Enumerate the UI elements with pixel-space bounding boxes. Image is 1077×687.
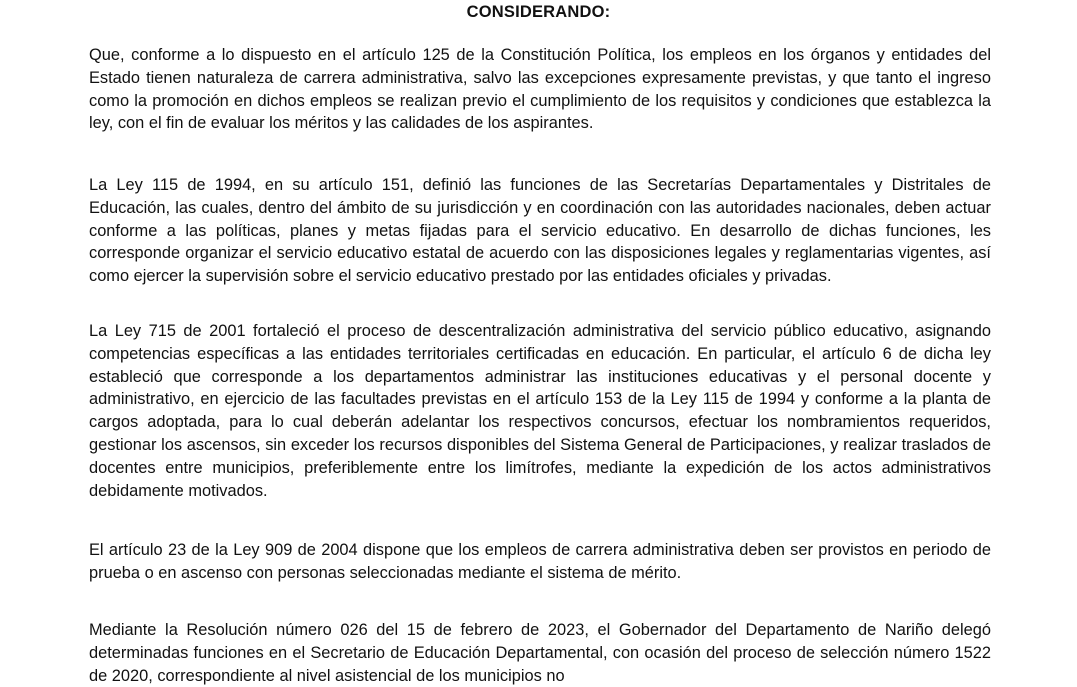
section-heading: CONSIDERANDO: [466, 3, 611, 21]
paragraph-constitution: Que, conforme a lo dispuesto en el artículo 125 de la Constitución Política, los empleos en los órganos y entidades del Estado tienen naturaleza de carrera administrativa, salvo las excepciones expresamente previstas, y que tanto el ingreso como la promoción en dichos empleos se realizan previo el cumplimiento de los requisitos y condiciones que establezca la ley, con el fin de evaluar los méritos y las calidades de los aspirantes. [89, 46, 991, 133]
paragraph-resolucion: Mediante la Resolución número 026 del 15 de febrero de 2023, el Gobernador del Departamento de Nariño delegó determinadas funciones en el Secretario de Educación Departamental, con ocasión del proceso de selección número 1522 de 2020, correspondiente al nivel asistencial de los municipios no [89, 621, 991, 685]
paragraph-ley-115: La Ley 115 de 1994, en su artículo 151, definió las funciones de las Secretarías Departamentales y Distritales de Educación, las cuales, dentro del ámbito de su jurisdicción y en coordinación con las autoridades nacionales, deben actuar conforme a las políticas, planes y metas fijadas para el servicio educativo. En desarrollo de dichas funciones, les corresponde organizar el servicio educativo estatal de acuerdo con las disposiciones legales y reglamentarias vigentes, así como ejercer la supervisión sobre el servicio educativo prestado por las entidades oficiales y privadas. [89, 176, 991, 286]
paragraph-ley-715: La Ley 715 de 2001 fortaleció el proceso de descentralización administrativa del servicio público educativo, asignando competencias específicas a las entidades territoriales certificadas en educación. En particular, el artículo 6 de dicha ley estableció que corresponde a los departamentos administrar las instituciones educativas y el personal docente y administrativo, en ejercicio de las facultades previstas en el artículo 153 de la Ley 115 de 1994 y conforme a la planta de cargos adoptada, para lo cual deberán adelantar los respectivos concursos, efectuar los nombramientos requeridos, gestionar los ascensos, sin exceder los recursos disponibles del Sistema General de Participaciones, y realizar traslados de docentes entre municipios, preferiblemente entre los limítrofes, mediante la expedición de los actos administrativos debidamente motivados. [89, 322, 991, 500]
paragraph-ley-909: El artículo 23 de la Ley 909 de 2004 dispone que los empleos de carrera administrativa deben ser provistos en periodo de prueba o en ascenso con personas seleccionadas mediante el sistema de mérito. [89, 541, 991, 582]
